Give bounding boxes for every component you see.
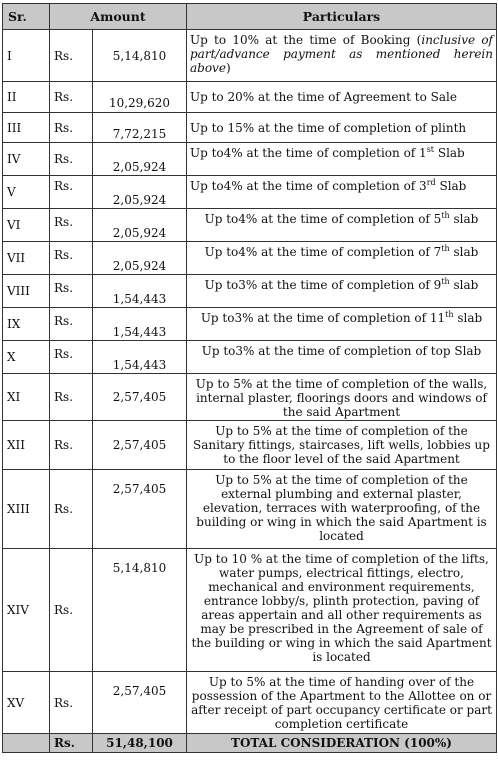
table-row xyxy=(3,421,497,470)
particulars-text: Up to4% at the time of completion of 3 xyxy=(190,179,427,193)
sr-cell: XIV xyxy=(3,549,50,672)
particulars-cell xyxy=(187,275,497,308)
particulars-text: Up to 5% at the time of completion of the walls, internal plaster, floorings doors and windows of the said Apartment xyxy=(195,377,488,419)
particulars-cell xyxy=(187,341,497,374)
ordinal-suffix: st xyxy=(426,145,435,154)
sr-cell: XI xyxy=(3,374,50,421)
table-row xyxy=(3,209,497,242)
ordinal-suffix: th xyxy=(441,244,450,253)
particulars-cell xyxy=(187,113,497,143)
currency-cell: Rs. xyxy=(50,113,93,143)
particulars-text: Up to 10 % at the time of completion of the lifts, water pumps, electrical fittings, electro, mechanical and environment requirements, entrance lobby/s, plinth protection, paving of areas appertain and all other requirements as may be prescribed in the Agreement of sale of the building or wing in which the said Apartment is located xyxy=(191,552,492,664)
amount-cell xyxy=(93,82,187,113)
table-row xyxy=(3,549,497,672)
table-row xyxy=(3,82,497,113)
ordinal-suffix: th xyxy=(445,310,454,319)
table-row xyxy=(3,176,497,209)
particulars-italic: inclusive of part/advance payment as mentioned herein above xyxy=(190,33,493,75)
table-row xyxy=(3,30,497,82)
amount-value: 1,54,443 xyxy=(112,292,167,306)
amount-cell xyxy=(93,209,187,242)
amount-cell xyxy=(93,470,187,549)
total-row xyxy=(3,734,497,753)
particulars-tail: slab xyxy=(449,278,479,292)
total-label: TOTAL CONSIDERATION (100%) xyxy=(187,734,497,753)
amount-value: 7,72,215 xyxy=(112,127,167,141)
sr-cell: IX xyxy=(3,308,50,341)
payment-schedule xyxy=(2,3,496,753)
amount-cell xyxy=(93,421,187,470)
ordinal-suffix: rd xyxy=(426,178,436,187)
sr-cell: III xyxy=(3,113,50,143)
particulars-text: Up to 15% at the time of completion of plinth xyxy=(190,120,467,135)
amount-cell xyxy=(93,143,187,176)
currency-cell: Rs. xyxy=(50,470,93,549)
particulars-cell xyxy=(187,374,497,421)
table-row xyxy=(3,308,497,341)
particulars-cell xyxy=(187,176,497,209)
currency-cell: Rs. xyxy=(50,30,93,82)
sr-cell: VI xyxy=(3,209,50,242)
amount-cell xyxy=(93,275,187,308)
currency-cell: Rs. xyxy=(50,374,93,421)
sr-cell: V xyxy=(3,176,50,209)
amount-cell xyxy=(93,341,187,374)
particulars-tail: slab xyxy=(449,212,479,226)
amount-cell xyxy=(93,30,187,82)
amount-value: 10,29,620 xyxy=(108,96,171,110)
particulars-tail: Slab xyxy=(434,146,465,160)
ordinal-suffix: th xyxy=(441,277,450,286)
amount-value: 2,57,405 xyxy=(112,390,167,404)
particulars-text: Up to3% at the time of completion of 9 xyxy=(204,278,442,292)
sr-cell: XV xyxy=(3,672,50,734)
table-row xyxy=(3,672,497,734)
sr-cell: II xyxy=(3,82,50,113)
total-currency: Rs. xyxy=(50,734,93,753)
amount-cell xyxy=(93,374,187,421)
sr-cell: I xyxy=(3,30,50,82)
amount-value: 1,54,443 xyxy=(112,358,167,372)
header-particulars: Particulars xyxy=(187,4,497,30)
particulars-cell xyxy=(187,470,497,549)
currency-cell: Rs. xyxy=(50,176,93,209)
amount-cell xyxy=(93,308,187,341)
amount-value: 2,57,405 xyxy=(112,684,167,698)
particulars-tail: ) xyxy=(225,61,231,75)
amount-value: 5,14,810 xyxy=(112,561,167,575)
table-row xyxy=(3,242,497,275)
particulars-cell xyxy=(187,30,497,82)
amount-value: 2,05,924 xyxy=(112,193,167,207)
currency-cell: Rs. xyxy=(50,549,93,672)
particulars-text: Up to4% at the time of completion of 7 xyxy=(204,245,442,259)
table-row xyxy=(3,143,497,176)
amount-cell xyxy=(93,672,187,734)
currency-cell: Rs. xyxy=(50,82,93,113)
particulars-text: Up to3% at the time of completion of 11 xyxy=(200,311,446,325)
particulars-text: Up to3% at the time of completion of top Slab xyxy=(201,344,482,358)
currency-cell: Rs. xyxy=(50,341,93,374)
amount-value: 1,54,443 xyxy=(112,325,167,339)
sr-cell: VII xyxy=(3,242,50,275)
header-amount: Amount xyxy=(50,4,187,30)
sr-cell: X xyxy=(3,341,50,374)
amount-value: 2,05,924 xyxy=(112,259,167,273)
header-sr: Sr. xyxy=(3,4,50,30)
particulars-text: Up to 20% at the time of Agreement to Sale xyxy=(190,90,457,104)
particulars-tail: slab xyxy=(449,245,479,259)
amount-cell xyxy=(93,113,187,143)
particulars-text: Up to 10% at the time of Booking ( xyxy=(190,33,422,47)
currency-cell: Rs. xyxy=(50,421,93,470)
table-row xyxy=(3,470,497,549)
particulars-tail: slab xyxy=(453,311,483,325)
particulars-cell xyxy=(187,209,497,242)
ordinal-suffix: th xyxy=(441,211,450,220)
particulars-cell xyxy=(187,308,497,341)
particulars-tail: Slab xyxy=(435,179,467,193)
payment-schedule-table xyxy=(2,3,497,753)
particulars-text: Up to 5% at the time of handing over of the possession of the Apartment to the Allottee on or after receipt of part occupancy certificate or part completion certificate xyxy=(191,675,492,731)
particulars-cell xyxy=(187,672,497,734)
particulars-cell xyxy=(187,549,497,672)
sr-cell: XII xyxy=(3,421,50,470)
table-row xyxy=(3,374,497,421)
amount-value: 5,14,810 xyxy=(112,48,167,63)
amount-cell xyxy=(93,549,187,672)
amount-cell xyxy=(93,242,187,275)
particulars-cell xyxy=(187,143,497,176)
amount-cell xyxy=(93,176,187,209)
particulars-cell xyxy=(187,242,497,275)
total-amount: 51,48,100 xyxy=(93,734,187,753)
amount-value: 2,05,924 xyxy=(112,226,167,240)
particulars-cell xyxy=(187,82,497,113)
particulars-text: Up to4% at the time of completion of 1 xyxy=(190,146,427,160)
sr-cell: VIII xyxy=(3,275,50,308)
sr-cell: IV xyxy=(3,143,50,176)
particulars-cell xyxy=(187,421,497,470)
particulars-text: Up to 5% at the time of completion of the external plumbing and external plaster, elevation, terraces with waterproofing, of the building or wing in which the said Apartment is located xyxy=(196,473,487,543)
amount-value: 2,05,924 xyxy=(112,160,167,174)
table-row xyxy=(3,341,497,374)
currency-cell: Rs. xyxy=(50,143,93,176)
currency-cell: Rs. xyxy=(50,242,93,275)
total-sr-cell xyxy=(3,734,50,753)
header-row xyxy=(3,4,497,30)
sr-cell: XIII xyxy=(3,470,50,549)
amount-value: 2,57,405 xyxy=(112,482,167,496)
table-row xyxy=(3,275,497,308)
currency-cell: Rs. xyxy=(50,308,93,341)
table-row xyxy=(3,113,497,143)
particulars-text: Up to4% at the time of completion of 5 xyxy=(204,212,442,226)
currency-cell: Rs. xyxy=(50,275,93,308)
particulars-text: Up to 5% at the time of completion of the Sanitary fittings, staircases, lift wells, lobbies up to the floor level of the said Apartment xyxy=(193,424,490,466)
amount-value: 2,57,405 xyxy=(112,438,167,452)
currency-cell: Rs. xyxy=(50,672,93,734)
currency-cell: Rs. xyxy=(50,209,93,242)
